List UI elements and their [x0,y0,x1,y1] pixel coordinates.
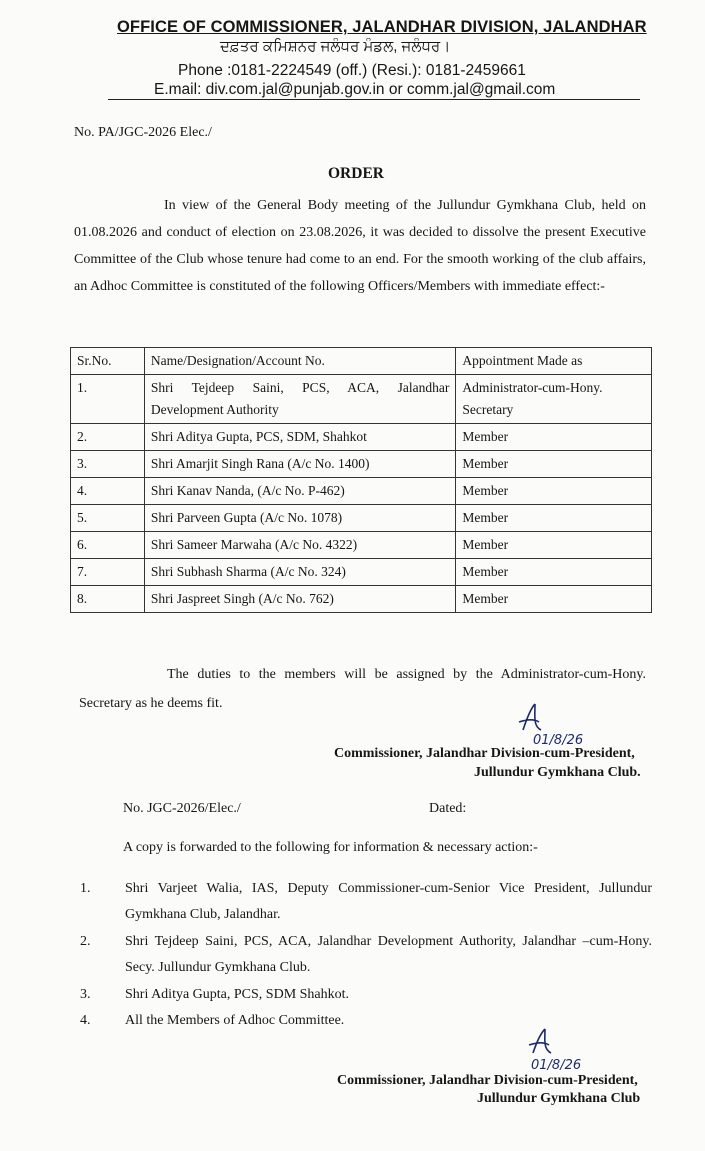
phone-line: Phone :0181-2224549 (off.) (Resi.): 0181-2459661 [178,62,526,79]
row-sr: 8. [71,586,145,613]
signature-2-line1: Commissioner, Jalandhar Division-cum-President, [337,1073,638,1088]
table-header-row [71,348,652,375]
header-name: Name/Designation/Account No. [144,348,455,375]
header-appointment: Appointment Made as [456,348,652,375]
order-title: ORDER [328,165,384,182]
signature-2-date: 01/8/26 [531,1058,582,1073]
row-sr: 7. [71,559,145,586]
copy-forward-text: A copy is forwarded to the following for information & necessary action:- [123,840,538,855]
table-row [71,375,652,424]
duties-paragraph: The duties to the members will be assigned by the Administrator-cum-Hony. Secretary as he deems fit. [79,667,646,711]
list-item [80,929,652,981]
row-name: Shri Tejdeep Saini, PCS, ACA, Jalandhar Development Authority [144,375,455,424]
row-name: Shri Jaspreet Singh (A/c No. 762) [144,586,455,613]
row-role: Member [456,451,652,478]
list-item-number: 4. [80,1013,91,1028]
row-role: Member [456,559,652,586]
signature-1-scribble [505,700,615,750]
row-sr: 6. [71,532,145,559]
list-item-text: Shri Varjeet Walia, IAS, Deputy Commissioner-cum-Senior Vice President, Jullundur Gymkhana Club, Jalandhar. [125,881,652,922]
signature-2-scribble [515,1025,625,1075]
signature-1-date: 01/8/26 [533,733,584,748]
list-item-number: 1. [80,881,91,896]
row-role: Member [456,532,652,559]
list-item [80,876,652,928]
list-item-number: 3. [80,987,91,1002]
list-item-text: Shri Tejdeep Saini, PCS, ACA, Jalandhar Development Authority, Jalandhar –cum-Hony. Secy. Jullundur Gymkhana Club. [125,934,652,975]
table-row [71,478,652,505]
list-item-text: All the Members of Adhoc Committee. [125,1013,345,1028]
email-line: E.mail: div.com.jal@punjab.gov.in or comm.jal@gmail.com [154,81,556,98]
row-sr: 1. [71,375,145,424]
office-title-punjabi: ਦਫ਼ਤਰ ਕਮਿਸ਼ਨਰ ਜਲੰਧਰ ਮੰਡਲ, ਜਲੰਧਰ। [220,38,451,55]
header-sr-no: Sr.No. [71,348,145,375]
copy-dated-label: Dated: [429,801,467,816]
table-row [71,424,652,451]
row-name: Shri Subhash Sharma (A/c No. 324) [144,559,455,586]
list-item [80,982,652,1008]
row-sr: 4. [71,478,145,505]
table-row [71,586,652,613]
row-sr: 3. [71,451,145,478]
order-reference-number: No. PA/JGC-2026 Elec./ [74,125,212,140]
row-name: Shri Aditya Gupta, PCS, SDM, Shahkot [144,424,455,451]
row-role: Member [456,424,652,451]
table-row [71,451,652,478]
order-body: In view of the General Body meeting of the Jullundur Gymkhana Club, held on 01.08.2026 and conduct of election on 23.08.2026, it was decided to dissolve the present Executive Committee of the Club whose tenure had come to an end. For the smooth working of the club affairs, an Adhoc Committee is constituted of the following Officers/Members with immediate effect:- [74,198,646,294]
signature-2-line2: Jullundur Gymkhana Club [477,1091,641,1106]
signature-1-line1: Commissioner, Jalandhar Division-cum-President, [334,746,635,761]
header-divider [108,99,640,100]
list-item-text: Shri Aditya Gupta, PCS, SDM Shahkot. [125,987,350,1002]
row-role: Member [456,505,652,532]
signature-1-line2: Jullundur Gymkhana Club. [474,765,641,780]
row-name: Shri Amarjit Singh Rana (A/c No. 1400) [144,451,455,478]
row-role: Administrator-cum-Hony. Secretary [456,375,652,424]
office-title: OFFICE OF COMMISSIONER, JALANDHAR DIVISION, JALANDHAR [117,18,647,36]
table-row [71,505,652,532]
list-item-number: 2. [80,934,91,949]
row-role: Member [456,478,652,505]
committee-table [70,347,652,613]
row-name: Shri Parveen Gupta (A/c No. 1078) [144,505,455,532]
row-sr: 2. [71,424,145,451]
copy-reference-number: No. JGC-2026/Elec./ [123,801,241,816]
row-name: Shri Sameer Marwaha (A/c No. 4322) [144,532,455,559]
row-sr: 5. [71,505,145,532]
row-role: Member [456,586,652,613]
table-row [71,532,652,559]
row-name: Shri Kanav Nanda, (A/c No. P-462) [144,478,455,505]
table-row [71,559,652,586]
